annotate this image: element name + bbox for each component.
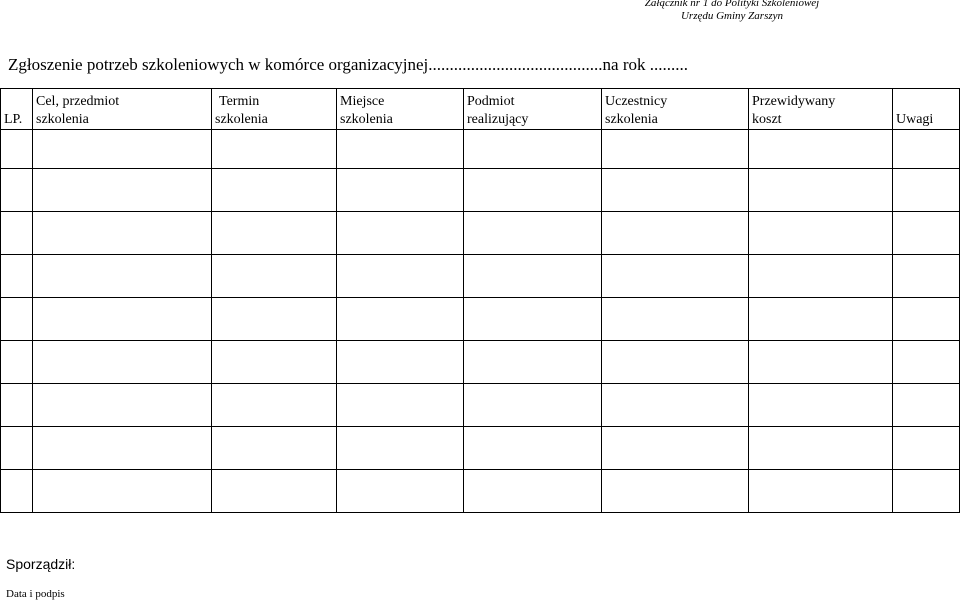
table-cell[interactable] (212, 384, 337, 427)
table-cell[interactable] (212, 427, 337, 470)
table-cell[interactable] (1, 255, 33, 298)
table-row (1, 169, 960, 212)
table-cell[interactable] (602, 298, 749, 341)
table-cell[interactable] (749, 212, 893, 255)
table-cell[interactable] (602, 169, 749, 212)
table-cell[interactable] (602, 427, 749, 470)
table-cell[interactable] (33, 255, 212, 298)
table-cell[interactable] (464, 470, 602, 513)
table-row (1, 298, 960, 341)
training-needs-table (0, 88, 960, 513)
table-cell[interactable] (337, 427, 464, 470)
table-cell[interactable] (749, 298, 893, 341)
table-cell[interactable] (337, 470, 464, 513)
table-cell[interactable] (337, 212, 464, 255)
table-row (1, 384, 960, 427)
table-cell[interactable] (33, 384, 212, 427)
table-cell[interactable] (749, 427, 893, 470)
table-cell[interactable] (212, 130, 337, 169)
table-cell[interactable] (464, 255, 602, 298)
table-cell[interactable] (893, 255, 960, 298)
table-cell[interactable] (212, 212, 337, 255)
table-cell[interactable] (33, 212, 212, 255)
table-row (1, 212, 960, 255)
table-cell[interactable] (337, 298, 464, 341)
table-cell[interactable] (602, 212, 749, 255)
table-cell[interactable] (1, 298, 33, 341)
table-cell[interactable] (33, 130, 212, 169)
table-cell[interactable] (893, 470, 960, 513)
table-cell[interactable] (749, 341, 893, 384)
table-cell[interactable] (464, 212, 602, 255)
table-row (1, 341, 960, 384)
table-cell[interactable] (602, 341, 749, 384)
table-cell[interactable] (602, 470, 749, 513)
table-cell[interactable] (212, 470, 337, 513)
table-row (1, 255, 960, 298)
table-cell[interactable] (1, 427, 33, 470)
table-cell[interactable] (749, 384, 893, 427)
annex-note (612, 0, 852, 23)
table-cell[interactable] (212, 341, 337, 384)
annex-line-1: Załącznik nr 1 do Polityki Szkoleniowej (644, 0, 820, 9)
table-cell[interactable] (33, 341, 212, 384)
table-cell[interactable] (1, 169, 33, 212)
table-cell[interactable] (464, 384, 602, 427)
table-cell[interactable] (749, 169, 893, 212)
table-cell[interactable] (602, 384, 749, 427)
table-row (1, 470, 960, 513)
header-cost: Przewidywany koszt (749, 89, 893, 130)
prepared-by-label: Sporządził: (6, 556, 76, 572)
table-cell[interactable] (749, 130, 893, 169)
table-cell[interactable] (212, 255, 337, 298)
table-cell[interactable] (337, 384, 464, 427)
table-cell[interactable] (464, 341, 602, 384)
table-cell[interactable] (337, 130, 464, 169)
header-participants: Uczestnicy szkolenia (602, 89, 749, 130)
table-cell[interactable] (337, 169, 464, 212)
header-provider: Podmiot realizujący (464, 89, 602, 130)
table-cell[interactable] (33, 298, 212, 341)
table-cell[interactable] (893, 298, 960, 341)
table-cell[interactable] (212, 169, 337, 212)
table-cell[interactable] (893, 384, 960, 427)
table-cell[interactable] (337, 255, 464, 298)
table-cell[interactable] (1, 384, 33, 427)
table-cell[interactable] (893, 169, 960, 212)
table-cell[interactable] (1, 130, 33, 169)
table-cell[interactable] (337, 341, 464, 384)
table-cell[interactable] (749, 255, 893, 298)
table-row (1, 427, 960, 470)
table-cell[interactable] (602, 255, 749, 298)
table-cell[interactable] (33, 169, 212, 212)
table-cell[interactable] (464, 130, 602, 169)
table-cell[interactable] (1, 470, 33, 513)
table-cell[interactable] (1, 341, 33, 384)
table-cell[interactable] (1, 212, 33, 255)
annex-line-2: Urzędu Gminy Zarszyn (680, 10, 784, 22)
table-cell[interactable] (893, 212, 960, 255)
table-cell[interactable] (464, 169, 602, 212)
table-body (1, 130, 960, 513)
form-title: Zgłoszenie potrzeb szkoleniowych w komórce organizacyjnej.........................................na rok ......... (8, 55, 688, 74)
table-cell[interactable] (602, 130, 749, 169)
header-place: Miejsce szkolenia (337, 89, 464, 130)
header-lp: LP. (1, 89, 33, 130)
table-cell[interactable] (893, 427, 960, 470)
table-cell[interactable] (33, 427, 212, 470)
table-row (1, 130, 960, 169)
table-cell[interactable] (893, 341, 960, 384)
date-signature-label: Data i podpis (6, 588, 65, 600)
table-cell[interactable] (212, 298, 337, 341)
header-goal: Cel, przedmiot szkolenia (33, 89, 212, 130)
table-cell[interactable] (464, 427, 602, 470)
table-cell[interactable] (893, 130, 960, 169)
table-cell[interactable] (749, 470, 893, 513)
table-header-row (1, 89, 960, 130)
header-notes: Uwagi (893, 89, 960, 130)
table-cell[interactable] (33, 470, 212, 513)
table-cell[interactable] (464, 298, 602, 341)
header-date: Termin szkolenia (212, 89, 337, 130)
